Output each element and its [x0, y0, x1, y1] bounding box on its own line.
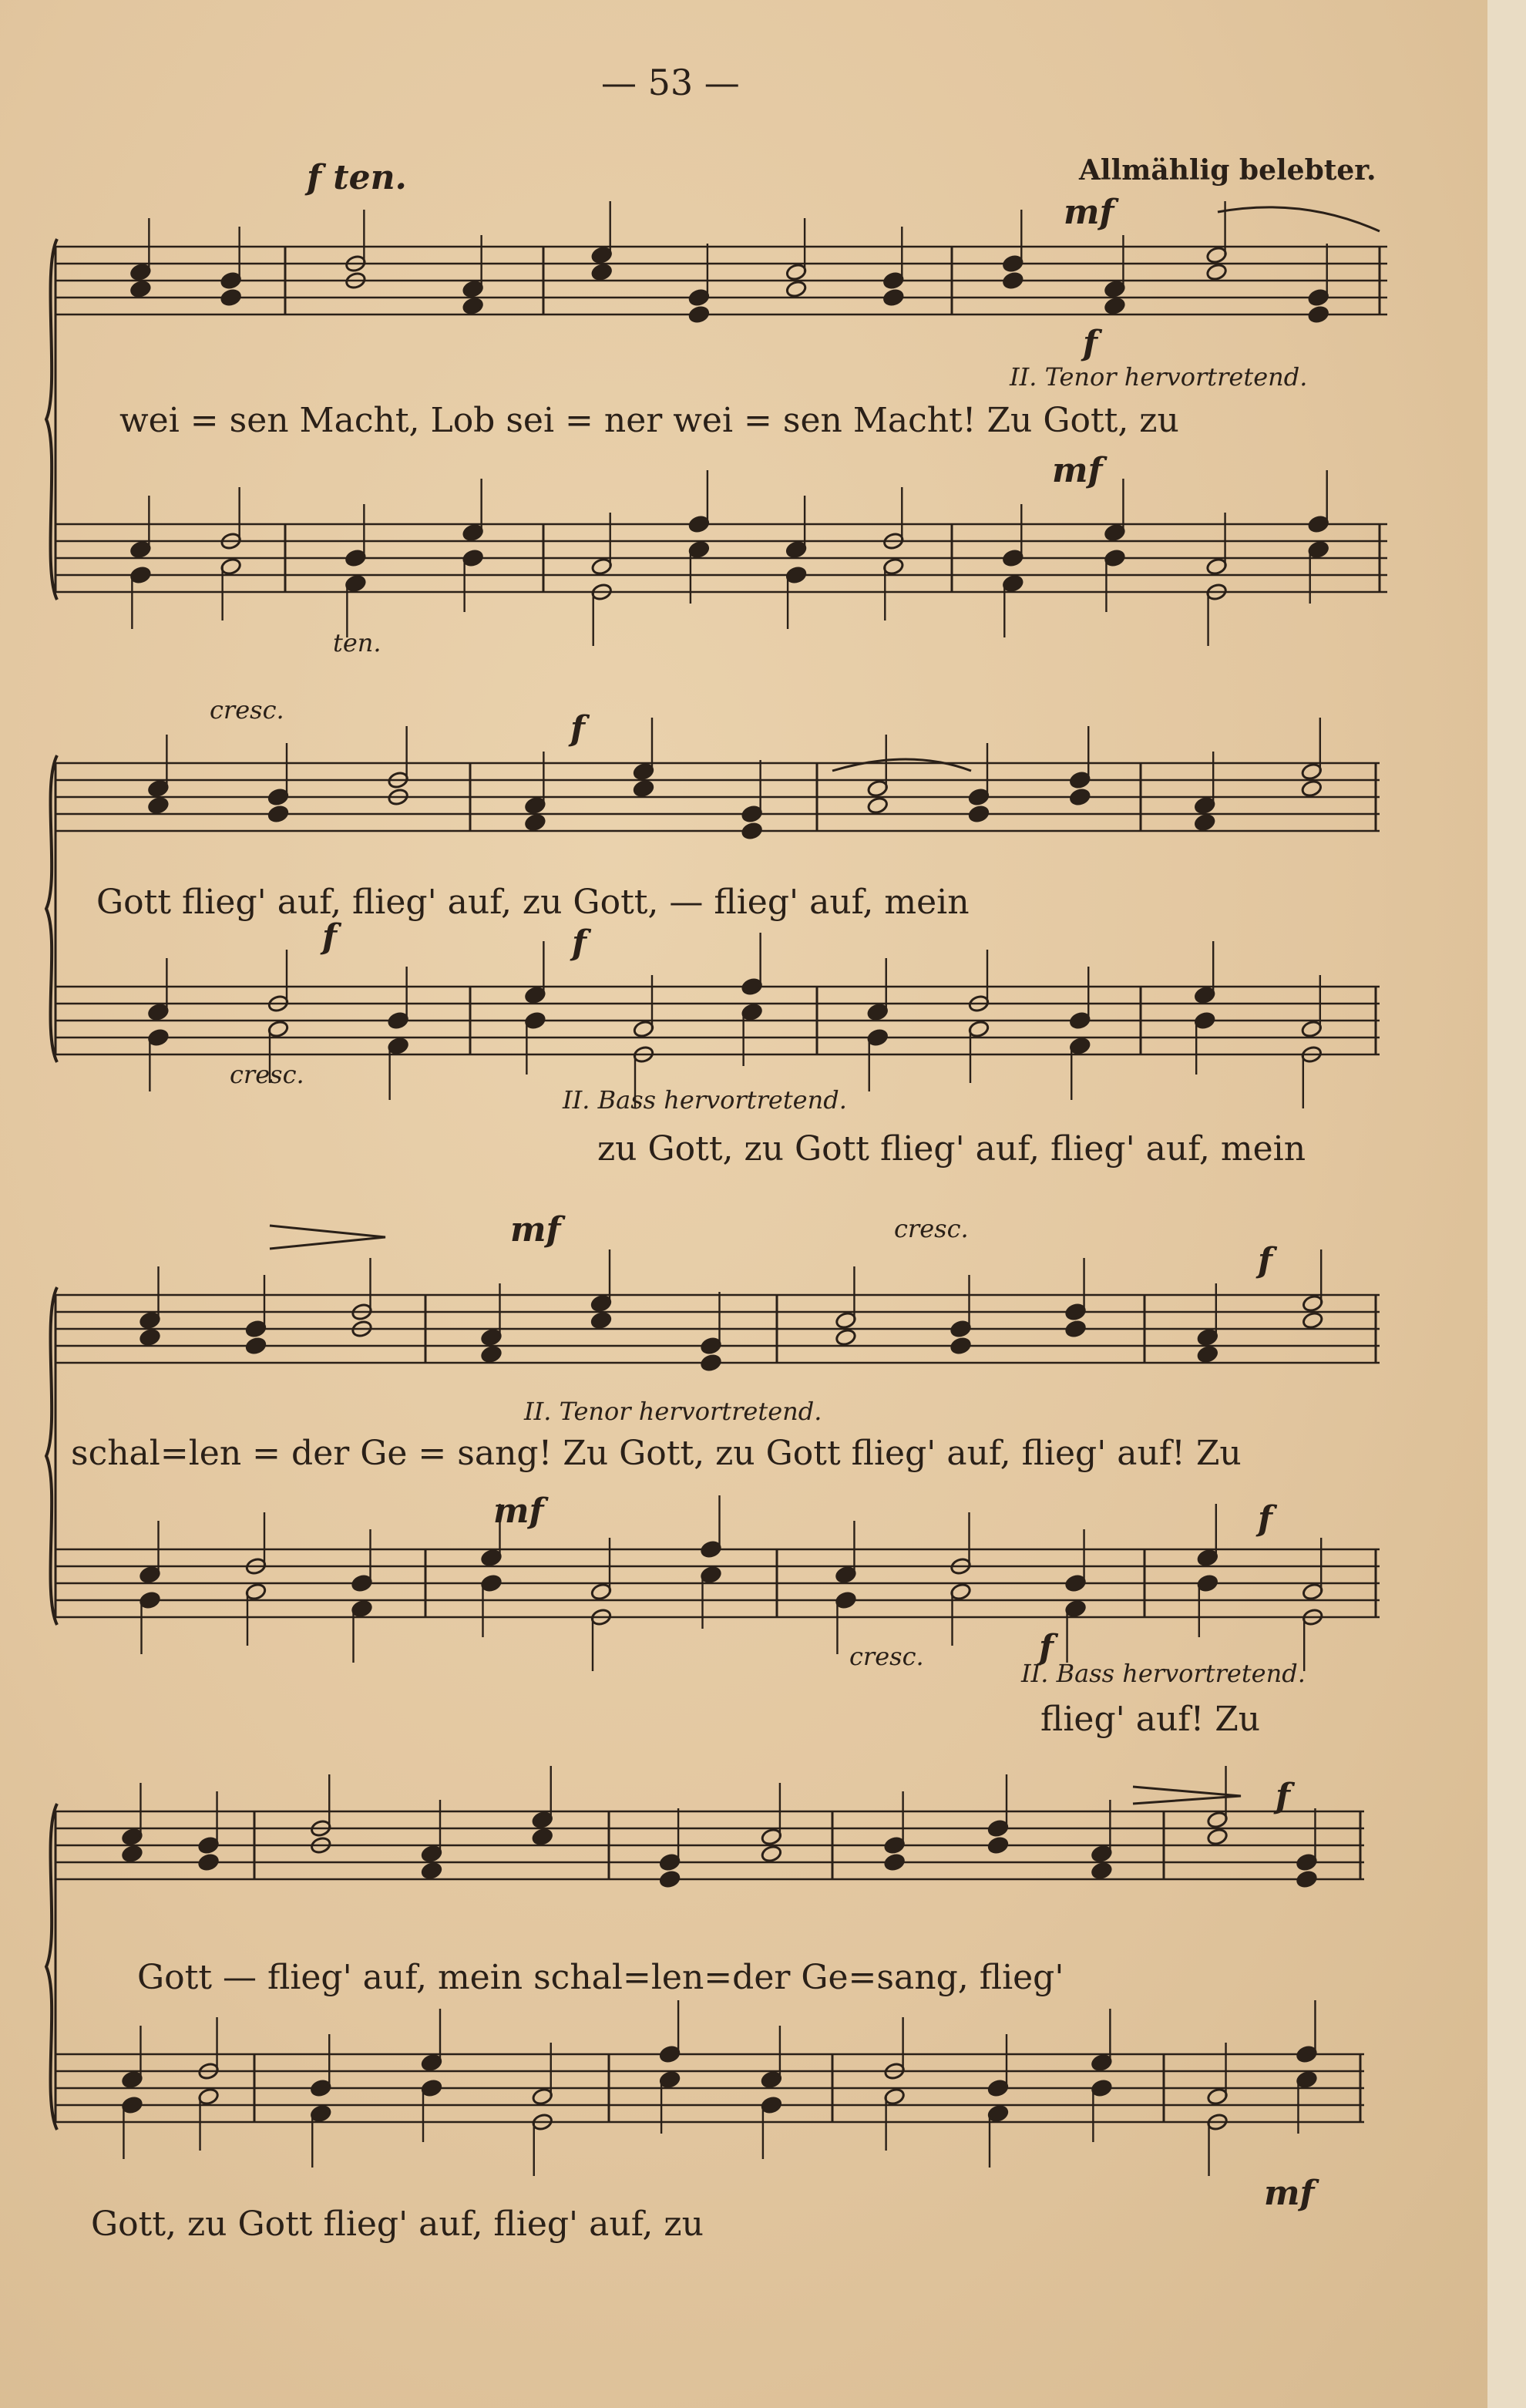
- marking-s3-4: mf: [493, 1492, 544, 1531]
- note-s3-upper-lowvoice-0: [139, 1328, 160, 1347]
- note-s4-upper-lowvoice-4: [532, 1828, 553, 1846]
- slur-s1-1: [1218, 207, 1380, 231]
- note-s3-upper-lowvoice-7: [950, 1337, 971, 1355]
- lyrics-s2-upper: Gott flieg' auf, flieg' auf, zu Gott, — flieg' auf, mein: [96, 883, 970, 922]
- marking-s1-3: II. Tenor hervortretend.: [1010, 362, 1308, 392]
- marking-s1-0: f ten.: [307, 158, 407, 197]
- note-s1-upper-lowvoice-9: [1104, 297, 1125, 315]
- note-s2-upper-lowvoice-9: [1194, 813, 1215, 832]
- note-s3-upper-lowvoice-5: [700, 1354, 721, 1372]
- marking-s3-1: cresc.: [894, 1214, 969, 1243]
- note-s2-upper-lowvoice-10: [1301, 779, 1323, 798]
- lyrics-s3-lower: flieg' auf! Zu: [1040, 1700, 1261, 1739]
- hairpin-s4: [1133, 1787, 1241, 1804]
- slur-s2-1: [832, 759, 971, 771]
- marking-s2-2: f: [322, 917, 337, 957]
- note-s2-upper-lowvoice-7: [968, 805, 990, 823]
- marking-s1-1: mf: [1064, 193, 1114, 232]
- marking-s3-8: II. Bass hervortretend.: [1021, 1659, 1306, 1688]
- marking-s3-6: cresc.: [849, 1642, 924, 1671]
- marking-s3-0: mf: [510, 1210, 561, 1249]
- marking-s2-3: f: [572, 923, 587, 963]
- staff-s1-upper: [55, 247, 1387, 314]
- lyrics-s1-upper: wei = sen Macht, Lob sei = ner wei = sen Macht! Zu Gott, zu: [119, 401, 1179, 440]
- note-s3-upper-lowvoice-8: [1064, 1320, 1086, 1338]
- note-s4-upper-lowvoice-11: [1296, 1870, 1317, 1888]
- note-s4-upper-lowvoice-8: [987, 1836, 1009, 1855]
- hairpin-s3: [270, 1226, 385, 1249]
- marking-s2-0: cresc.: [210, 695, 284, 725]
- note-s2-upper-lowvoice-5: [741, 822, 762, 840]
- note-s3-upper-lowvoice-3: [480, 1345, 502, 1364]
- note-s1-upper-lowvoice-8: [1002, 271, 1023, 290]
- note-s3-upper-lowvoice-9: [1197, 1345, 1218, 1364]
- note-s2-upper-lowvoice-0: [147, 796, 169, 815]
- note-s1-upper-lowvoice-3: [462, 297, 483, 315]
- note-s2-upper-lowvoice-4: [633, 779, 654, 798]
- note-s4-upper-lowvoice-5: [659, 1870, 681, 1888]
- note-s2-upper-lowvoice-6: [867, 796, 889, 815]
- marking-s1-5: ten.: [333, 628, 382, 657]
- marking-s3-5: f: [1258, 1499, 1272, 1539]
- marking-s3-7: f: [1039, 1628, 1054, 1667]
- note-s1-upper-lowvoice-7: [882, 288, 904, 307]
- note-s2-upper-lowvoice-1: [267, 805, 289, 823]
- note-s3-upper-lowvoice-4: [590, 1311, 612, 1330]
- marking-s3-2: f: [1258, 1241, 1272, 1280]
- note-s1-upper-lowvoice-5: [688, 305, 710, 324]
- marking-s4-1: mf: [1264, 2174, 1315, 2213]
- staff-s4-upper: [55, 1811, 1364, 1879]
- note-s1-upper-lowvoice-0: [129, 280, 151, 298]
- staff-s2-lower: [55, 987, 1380, 1054]
- note-s2-upper-lowvoice-3: [524, 813, 546, 832]
- marking-s2-4: cresc.: [230, 1060, 304, 1089]
- lyrics-s3-upper: schal=len = der Ge = sang! Zu Gott, zu Gott flieg' auf, flieg' auf! Zu: [71, 1434, 1242, 1473]
- staff-s1-lower: [55, 524, 1387, 592]
- note-s1-upper-lowvoice-4: [591, 263, 613, 281]
- note-s3-upper-lowvoice-1: [245, 1337, 267, 1355]
- lyrics-s4-lower: Gott, zu Gott flieg' auf, flieg' auf, zu: [91, 2205, 704, 2244]
- marking-s1-4: mf: [1052, 451, 1103, 490]
- note-s4-upper-lowvoice-0: [121, 1845, 143, 1863]
- page-number: — 53 —: [601, 62, 740, 103]
- note-s1-upper-lowvoice-1: [220, 288, 241, 307]
- note-s4-upper-lowvoice-9: [1091, 1861, 1112, 1880]
- lyrics-s4-upper: Gott — flieg' auf, mein schal=len=der Ge=sang, flieg': [137, 1958, 1064, 1997]
- note-s1-upper-lowvoice-6: [785, 280, 807, 298]
- note-s2-upper-lowvoice-8: [1069, 788, 1091, 806]
- note-s4-upper-lowvoice-7: [883, 1853, 905, 1872]
- note-s1-upper-lowvoice-11: [1308, 305, 1329, 324]
- staff-s2-upper: [55, 763, 1380, 831]
- marking-s2-1: f: [570, 709, 585, 748]
- tempo-marking: Allmählig belebter.: [1079, 154, 1376, 187]
- note-s3-upper-lowvoice-10: [1302, 1311, 1323, 1330]
- marking-s4-0: f: [1276, 1777, 1290, 1816]
- marking-s1-2: f: [1083, 324, 1097, 363]
- note-s1-upper-lowvoice-10: [1205, 263, 1227, 281]
- marking-s3-3: II. Tenor hervortretend.: [524, 1397, 822, 1426]
- note-s3-upper-lowvoice-6: [835, 1328, 856, 1347]
- note-s4-upper-lowvoice-10: [1206, 1828, 1228, 1846]
- lyrics-s2-lower: zu Gott, zu Gott flieg' auf, flieg' auf, mein: [597, 1129, 1306, 1169]
- staff-s4-lower: [55, 2054, 1364, 2122]
- marking-s2-5: II. Bass hervortretend.: [563, 1085, 847, 1115]
- note-s4-upper-lowvoice-1: [197, 1853, 219, 1872]
- note-s4-upper-lowvoice-6: [761, 1845, 782, 1863]
- note-s4-upper-lowvoice-3: [421, 1861, 442, 1880]
